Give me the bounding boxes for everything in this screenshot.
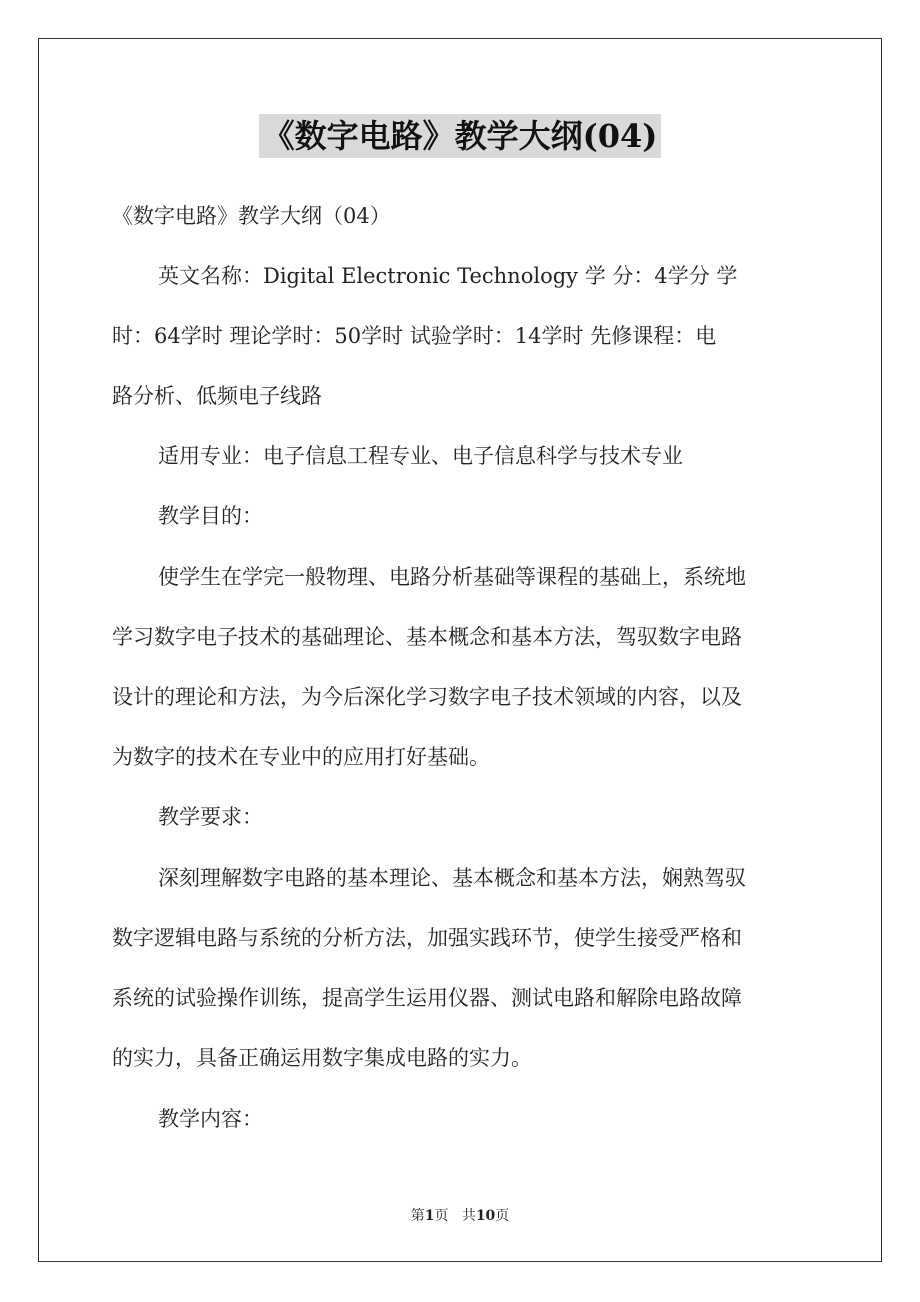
total-pages: 10	[475, 1208, 496, 1224]
page-prefix: 第	[410, 1208, 425, 1224]
teaching-requirement-heading: 教学要求：	[158, 805, 263, 829]
prerequisite-line: 路分析、低频电子线路	[112, 384, 322, 408]
requirement-paragraph-line-2: 数字逻辑电路与系统的分析方法，加强实践环节，使学生接受严格和	[112, 926, 742, 950]
page-suffix: 页	[434, 1208, 449, 1224]
course-english-name-line: 英文名称：Digital Electronic Technology 学 分：4学分 学	[158, 264, 738, 288]
document-title: 《数字电路》教学大纲(04)	[259, 114, 662, 158]
course-hours-line: 时：64学时 理论学时：50学时 试验学时：14学时 先修课程：电	[112, 324, 717, 348]
purpose-paragraph-line-2: 学习数字电子技术的基础理论、基本概念和基本方法，驾驭数字电路	[112, 625, 742, 649]
requirement-paragraph-line-1: 深刻理解数字电路的基本理论、基本概念和基本方法，娴熟驾驭	[158, 866, 746, 890]
document-subtitle: 《数字电路》教学大纲（04）	[112, 204, 391, 228]
requirement-paragraph-line-4: 的实力，具备正确运用数字集成电路的实力。	[112, 1046, 532, 1070]
purpose-paragraph-line-4: 为数字的技术在专业中的应用打好基础。	[112, 745, 490, 769]
total-prefix: 共	[461, 1208, 476, 1224]
page-footer	[0, 1206, 920, 1226]
title-container	[0, 114, 920, 158]
teaching-content-heading: 教学内容：	[158, 1107, 263, 1131]
purpose-paragraph-line-3: 设计的理论和方法，为今后深化学习数字电子技术领域的内容，以及	[112, 685, 742, 709]
purpose-paragraph-line-1: 使学生在学完一般物理、电路分析基础等课程的基础上，系统地	[158, 565, 746, 589]
applicable-major-line: 适用专业：电子信息工程专业、电子信息科学与技术专业	[158, 444, 683, 468]
total-suffix: 页	[495, 1208, 510, 1224]
teaching-purpose-heading: 教学目的：	[158, 504, 263, 528]
page-number: 1	[424, 1208, 435, 1224]
requirement-paragraph-line-3: 系统的试验操作训练，提高学生运用仪器、测试电路和解除电路故障	[112, 986, 742, 1010]
